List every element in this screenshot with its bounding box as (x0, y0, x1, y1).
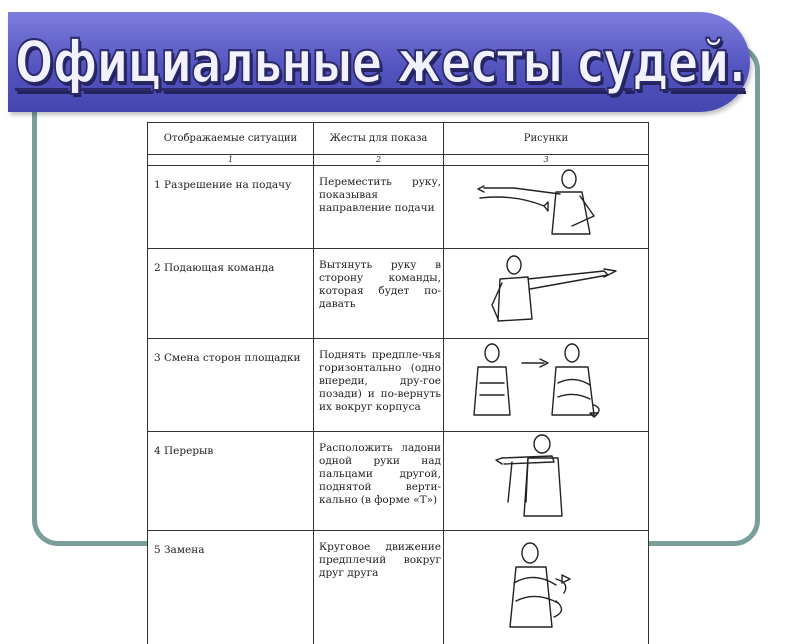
gesture-cell: Переместить руку, показывая направление подачи (314, 166, 444, 249)
picture-cell (444, 166, 649, 249)
gesture-cell: Поднять предпле-чья горизонтально (одно впереди, дру-гое позади) и по-вернуть их вокруг корпуса (314, 339, 444, 432)
column-number-row (148, 155, 649, 166)
situation-cell: 2 Подающая команда (148, 249, 314, 339)
referee-gestures-table-wrap (147, 122, 648, 600)
picture-cell (444, 339, 649, 432)
picture-cell (444, 249, 649, 339)
situation-cell: 5 Замена (148, 531, 314, 644)
gesture-cell: Расположить ладони одной руки над пальцами другой, поднятой верти-кально (в форме «Т») (314, 432, 444, 531)
header-situations: Отображаемые ситуации (148, 123, 314, 155)
serving-team-gesture-icon (444, 249, 649, 326)
header-gestures: Жесты для показа (314, 123, 444, 155)
change-sides-gesture-icon (444, 339, 649, 419)
table-header-row (148, 123, 649, 155)
gesture-cell: Вытянуть руку в сторону команды, которая будет по-давать (314, 249, 444, 339)
header-pictures: Рисунки (444, 123, 649, 155)
table-row (148, 249, 649, 339)
situation-cell: 1 Разрешение на подачу (148, 166, 314, 249)
column-number-3: 3 (444, 155, 649, 166)
referee-gestures-table (147, 122, 649, 644)
table-row (148, 432, 649, 531)
table-row (148, 339, 649, 432)
serve-permission-gesture-icon (444, 166, 649, 236)
substitution-gesture-icon (444, 531, 649, 632)
picture-cell (444, 432, 649, 531)
timeout-gesture-icon (444, 432, 649, 518)
gesture-cell: Круговое движение предплечий вокруг друг друга (314, 531, 444, 644)
page-title: Официальные жесты судей. (101, 14, 659, 110)
table-row (148, 531, 649, 644)
situation-cell: 3 Смена сторон площадки (148, 339, 314, 432)
picture-cell (444, 531, 649, 644)
situation-cell: 4 Перерыв (148, 432, 314, 531)
column-number-2: 2 (314, 155, 444, 166)
table-row (148, 166, 649, 249)
column-number-1: 1 (148, 155, 314, 166)
